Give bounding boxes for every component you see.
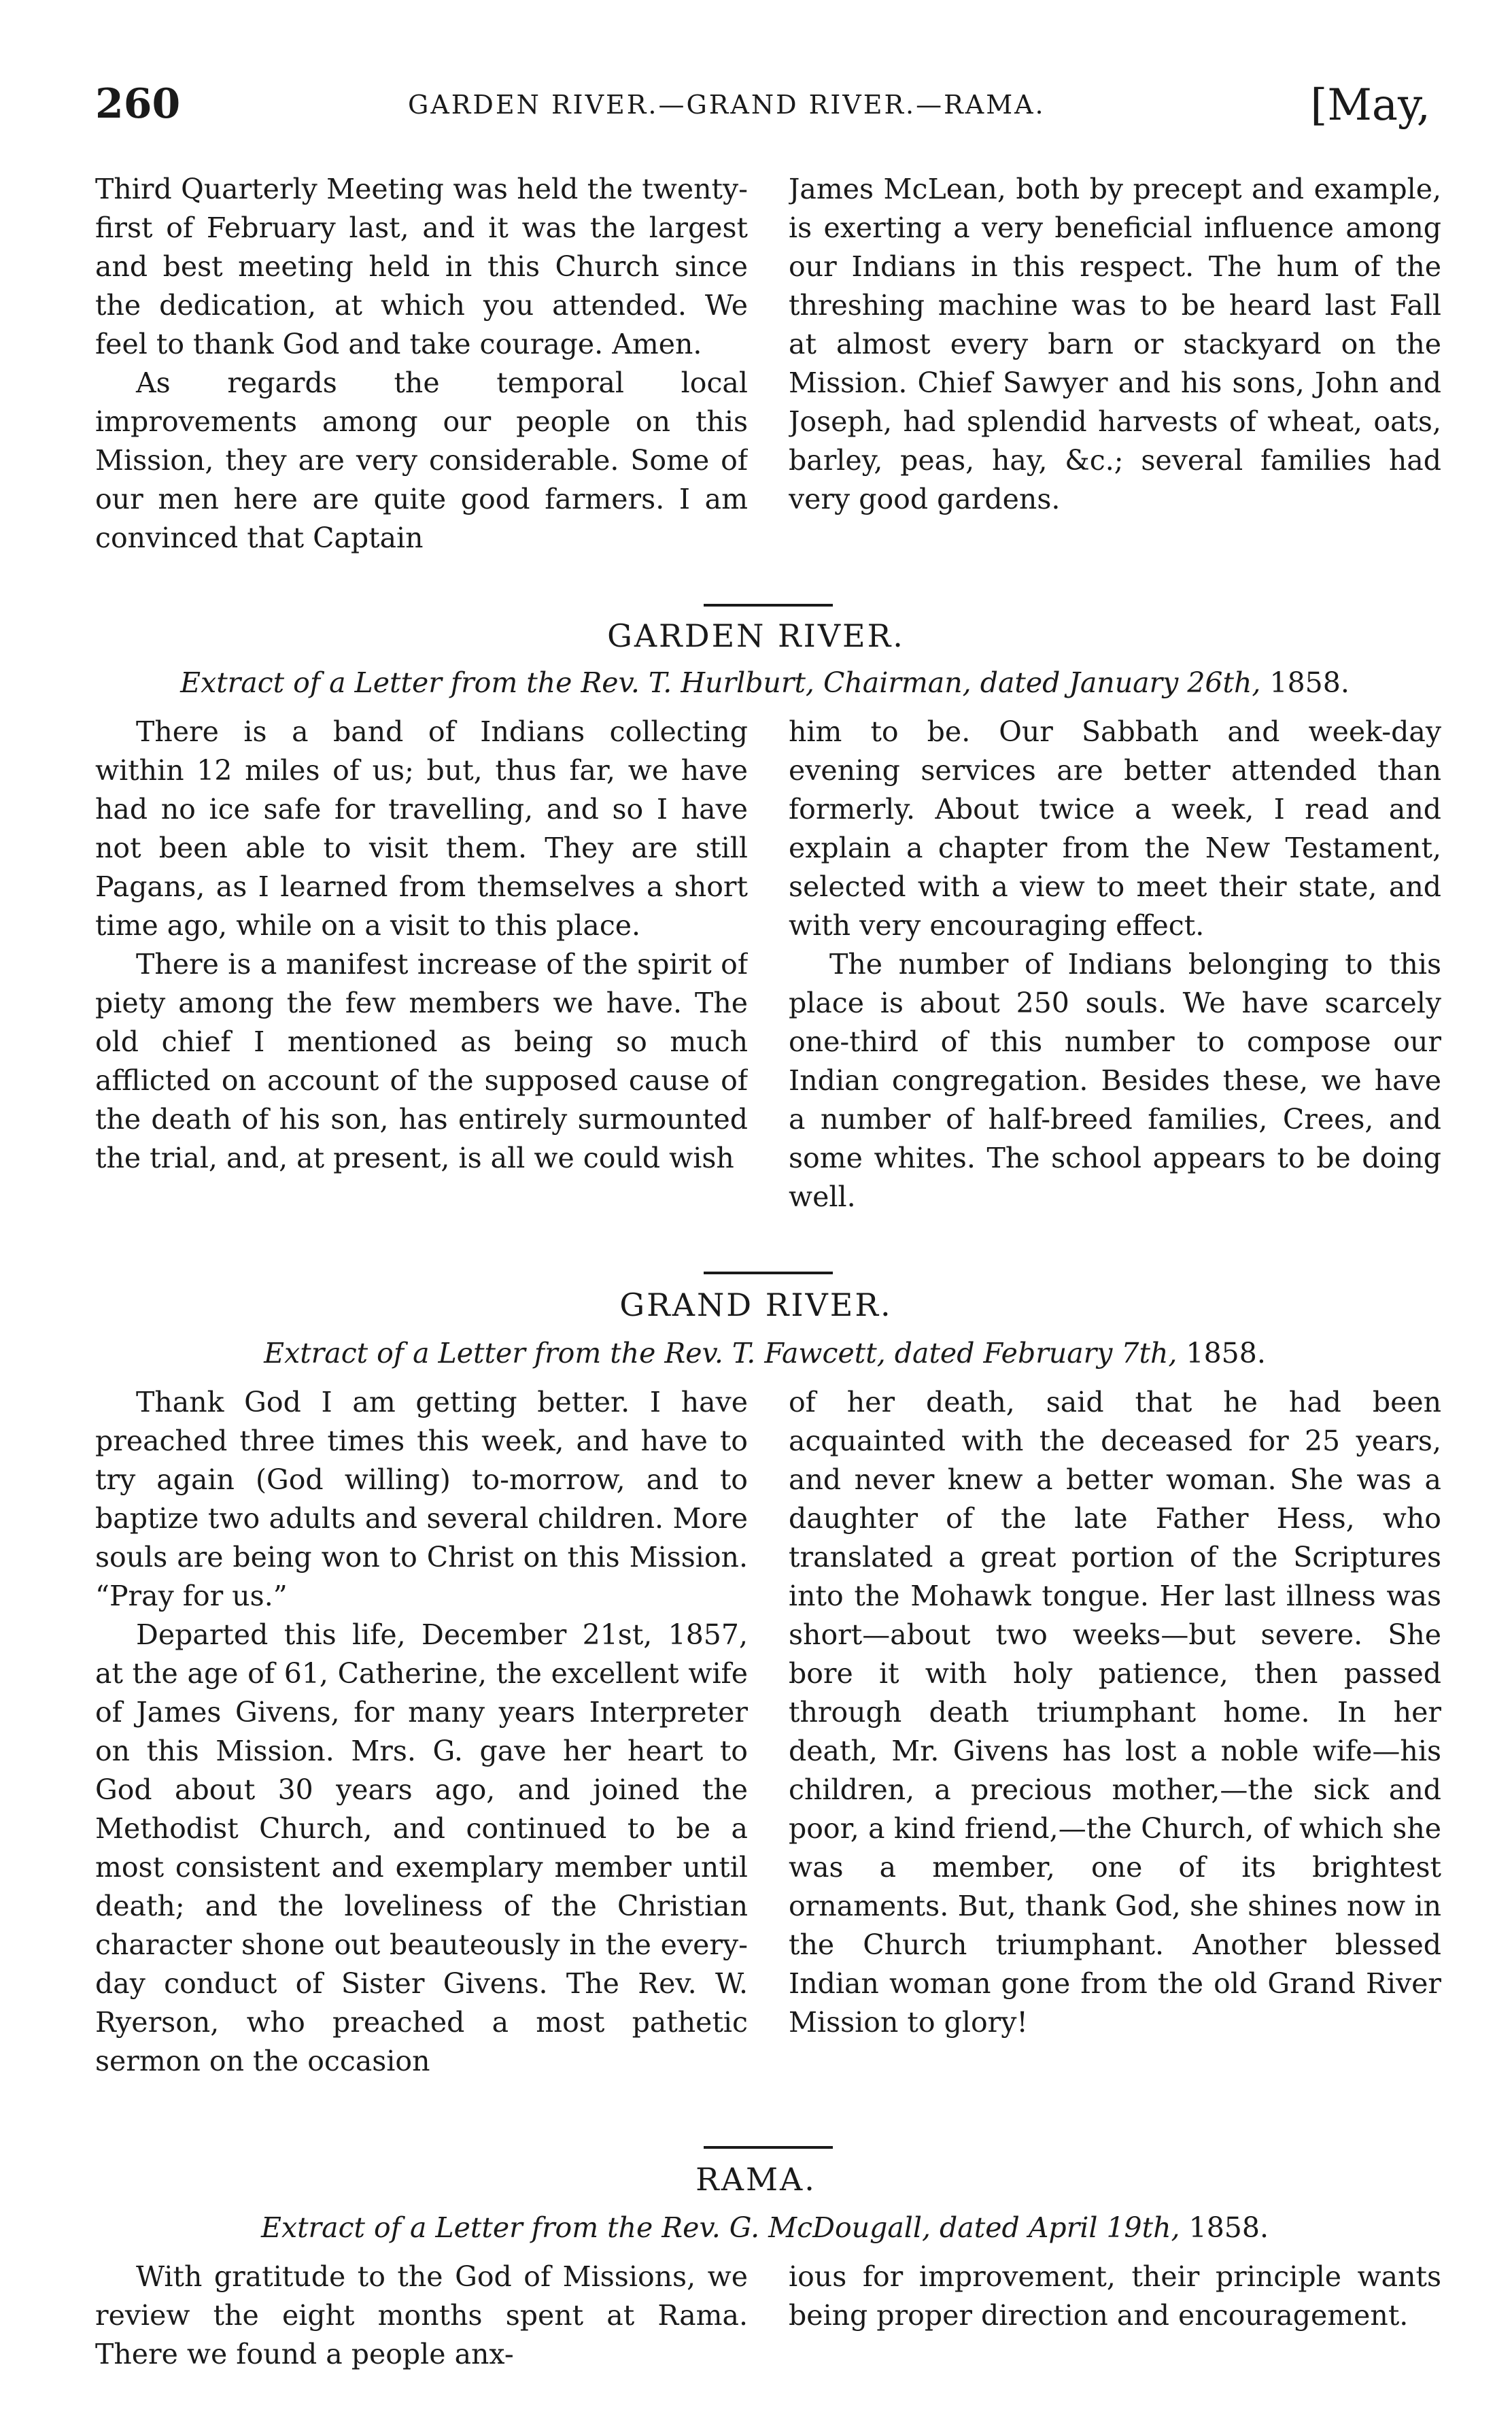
paragraph: As regards the temporal local improvements among our people on this Mission, they are very considerable. Some of our men here are quite good farmers. I am convinced that Captain bbox=[95, 367, 748, 554]
paragraph: of her death, said that he had been acquainted with the deceased for 25 years, and never knew a better woman. She was a daughter of the late Father Hess, who translated a great portion of the Scriptures into the Mohawk tongue. Her last illness was short—about two weeks—but severe. She bore it with holy patience, then passed through death triumphant home. In her death, Mr. Givens has lost a noble wife—his children, a precious mother,—the sick and poor, a kind friend,—the Church, of which she was a member, one of its brightest ornaments. But, thank God, she shines now in the Church triumphant. Another blessed Indian woman gone from the old Grand River Mission to glory! bbox=[789, 1386, 1441, 2039]
paragraph: him to be. Our Sabbath and week-day evening services are better attended than formerly. About twice a week, I read and explain a chapter from the New Testament, selected with a view to meet their state, and with very encouraging effect. bbox=[789, 715, 1441, 942]
section-divider bbox=[704, 1272, 833, 1274]
garden-river-left-column bbox=[95, 713, 748, 1263]
page-number: 260 bbox=[95, 80, 181, 128]
intro-right-column bbox=[789, 170, 1441, 592]
garden-river-right-column bbox=[789, 713, 1441, 1263]
section-divider bbox=[704, 604, 833, 607]
rama-left-column bbox=[95, 2258, 748, 2421]
extract-year: 1858. bbox=[1269, 666, 1350, 699]
extract-heading-garden-river bbox=[95, 666, 1434, 699]
paragraph: There is a band of Indians collecting within 12 miles of us; but, thus far, we have had no ice safe for travelling, and so I have not been able to visit them. They are still Pagans, as I learned from themselves a short time ago, while on a visit to this place. bbox=[95, 715, 748, 942]
rama-right-column bbox=[789, 2258, 1441, 2421]
running-header bbox=[95, 80, 1430, 141]
paragraph: Third Quarterly Meeting was held the twenty-first of February last, and it was the largest and best meeting held in this Church since the dedication, at which you attended. We feel to thank God and take courage. Amen. bbox=[95, 173, 748, 360]
extract-year: 1858. bbox=[1186, 1337, 1266, 1369]
section-title-rama: RAMA. bbox=[695, 2161, 817, 2198]
section-title-garden-river: GARDEN RIVER. bbox=[607, 617, 905, 654]
running-title: GARDEN RIVER.—GRAND RIVER.—RAMA. bbox=[408, 90, 1046, 120]
extract-attribution: Extract of a Letter from the Rev. T. Fawcett, dated February 7th, bbox=[264, 1337, 1178, 1369]
extract-heading-grand-river bbox=[95, 1337, 1434, 1369]
paragraph: Departed this life, December 21st, 1857, at the age of 61, Catherine, the excellent wife of James Givens, for many years Interpreter on this Mission. Mrs. G. gave her heart to God about 30 years ago, and joined the Methodist Church, and continued to be a most consistent and exemplary member until death; and the loveliness of the Christian character shone out beauteously in the every-day conduct of Sister Givens. The Rev. W. Ryerson, who preached a most pathetic sermon on the occasion bbox=[95, 1618, 748, 2077]
extract-attribution: Extract of a Letter from the Rev. G. McDougall, dated April 19th, bbox=[261, 2211, 1180, 2244]
paragraph: With gratitude to the God of Missions, we review the eight months spent at Rama. There we found a people anx- bbox=[95, 2260, 748, 2370]
paragraph: James McLean, both by precept and example, is exerting a very beneficial influence among our Indians in this respect. The hum of the threshing machine was to be heard last Fall at almost every barn or stackyard on the Mission. Chief Sawyer and his sons, John and Joseph, had splendid harvests of wheat, oats, barley, peas, hay, &c.; several families had very good gardens. bbox=[789, 173, 1441, 515]
running-month: [May, bbox=[1310, 80, 1430, 131]
extract-year: 1858. bbox=[1188, 2211, 1269, 2244]
section-title-grand-river: GRAND RIVER. bbox=[619, 1287, 893, 1323]
extract-attribution: Extract of a Letter from the Rev. T. Hurlburt, Chairman, dated January 26th, bbox=[180, 666, 1261, 699]
paragraph: Thank God I am getting better. I have preached three times this week, and have to try again (God willing) to-morrow, and to baptize two adults and several children. More souls are being won to Christ on this Mission. “Pray for us.” bbox=[95, 1386, 748, 1612]
paragraph: The number of Indians belonging to this place is about 250 souls. We have scarcely one-third of this number to compose our Indian congregation. Besides these, we have a number of half-breed families, Crees, and some whites. The school appears to be doing well. bbox=[789, 948, 1441, 1213]
paragraph: ious for improvement, their principle wants being proper direction and encouragement. bbox=[789, 2260, 1441, 2332]
grand-river-left-column bbox=[95, 1383, 748, 2134]
grand-river-right-column bbox=[789, 1383, 1441, 2134]
extract-heading-rama bbox=[95, 2211, 1434, 2244]
intro-left-column bbox=[95, 170, 748, 592]
paragraph: There is a manifest increase of the spirit of piety among the few members we have. The old chief I mentioned as being so much afflicted on account of the supposed cause of the death of his son, has entirely surmounted the trial, and, at present, is all we could wish bbox=[95, 948, 748, 1174]
section-divider bbox=[704, 2146, 833, 2149]
